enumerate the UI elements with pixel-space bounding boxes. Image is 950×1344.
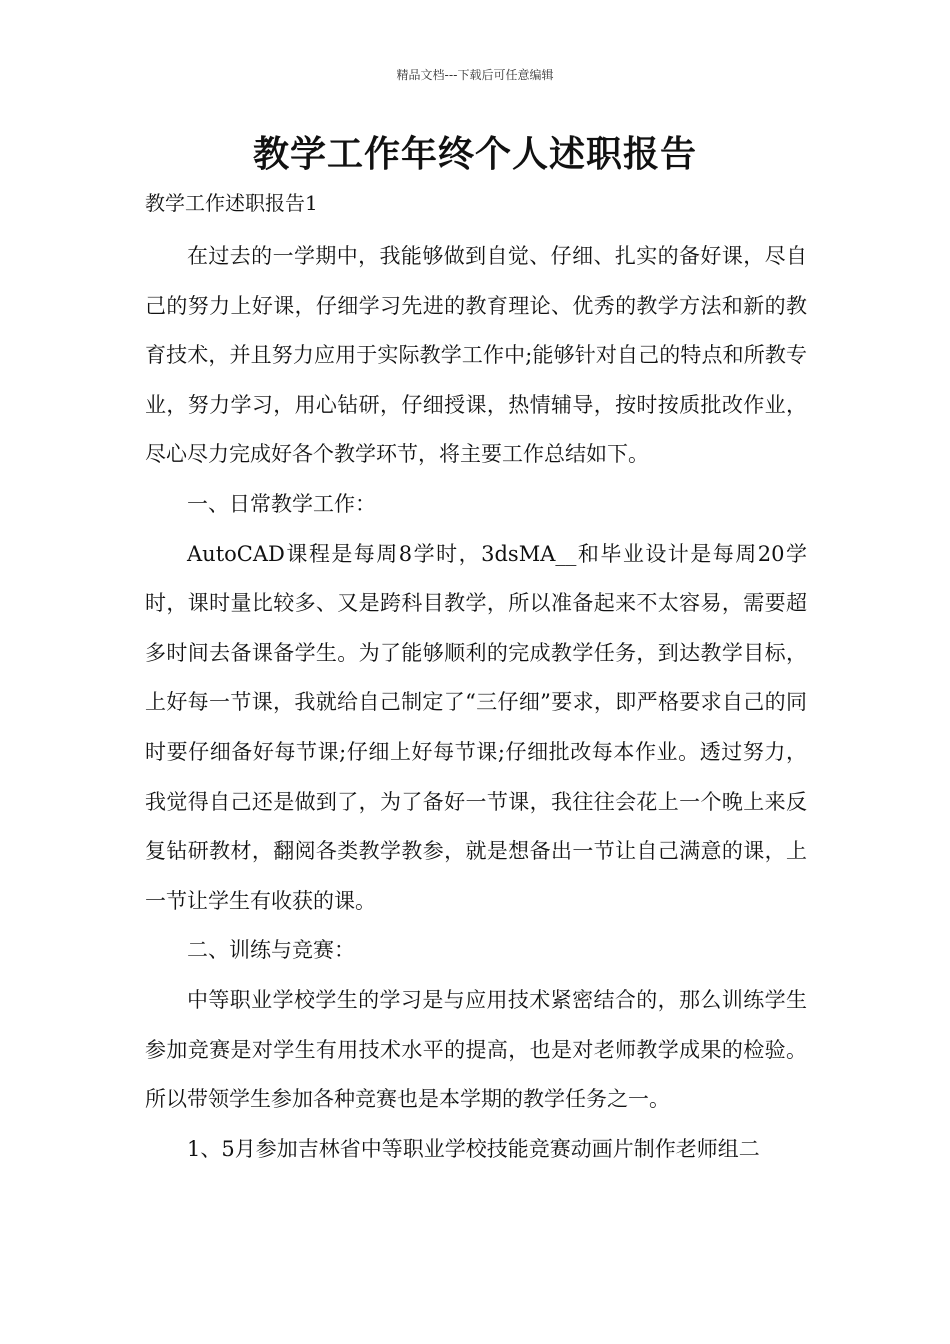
header-note: 精品文档---下载后可任意编辑 — [396, 68, 554, 82]
list-item-competition: 1、5月参加吉林省中等职业学校技能竞赛动画片制作老师组二 — [187, 1136, 760, 1161]
paragraph-training: 中等职业学校学生的学习是与应用技术紧密结合的，那么训练学生参加竞赛是对学生有用技术水平的提高，也是对老师教学成果的检验。所以带领学生参加各种竞赛也是本学期的教学任务之一。 — [145, 987, 807, 1112]
document-title: 教学工作年终个人述职报告 — [252, 134, 697, 175]
section-heading-daily-teaching: 一、日常教学工作： — [187, 491, 376, 516]
paragraph-daily-teaching: AutoCAD课程是每周8学时，3dsMA__和毕业设计是每周20学时，课时量比较多、又是跨科目教学，所以准备起来不太容易，需要超多时间去备课备学生。为了能够顺利的完成教学任务，到达教学目标，上好每一节课，我就给自己制定了“三仔细”要求，即严格要求自己的同时要仔细备好每节课;仔细上好每节课;仔细批改每本作业。透过努力，我觉得自己还是做到了，为了备好一节课，我往往会花上一个晚上来反复钻研教材，翻阅各类教学教参，就是想备出一节让自己满意的课，上一节让学生有收获的课。 — [145, 541, 807, 913]
document-subtitle: 教学工作述职报告1 — [145, 191, 318, 215]
paragraph-intro: 在过去的一学期中，我能够做到自觉、仔细、扎实的备好课，尽自己的努力上好课，仔细学习先进的教育理论、优秀的教学方法和新的教育技术，并且努力应用于实际教学工作中;能够针对自己的特点和所教专业，努力学习，用心钻研，仔细授课，热情辅导，按时按质批改作业，尽心尽力完成好各个教学环节，将主要工作总结如下。 — [145, 244, 807, 467]
document-body — [145, 232, 807, 1174]
section-heading-training: 二、训练与竞赛： — [187, 938, 355, 963]
